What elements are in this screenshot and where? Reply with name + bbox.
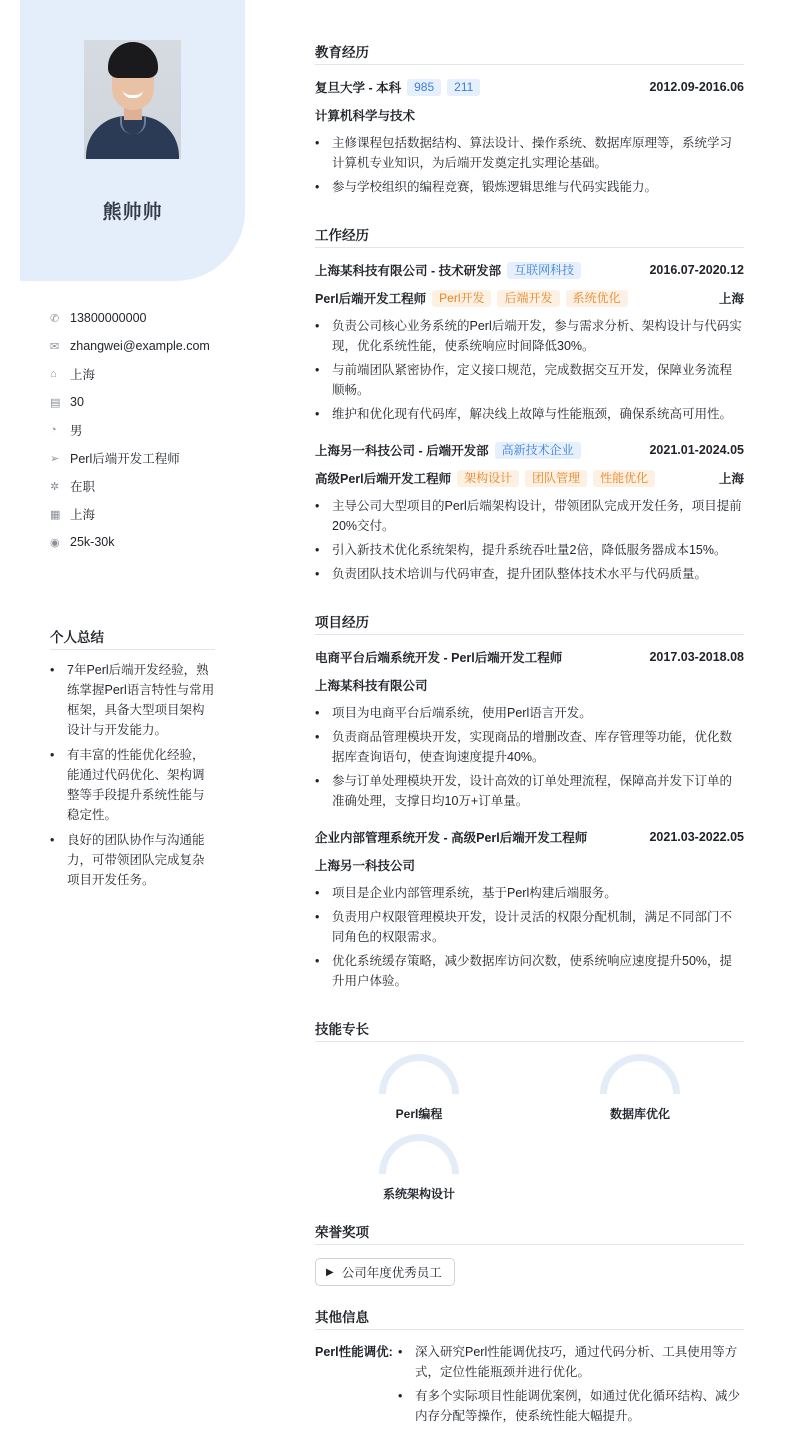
job-role: Perl后端开发工程师 (315, 292, 427, 306)
list-item: • 负责商品管理模块开发，实现商品的增删改查、库存管理等功能，优化数据库查询语句，使查询速度提升40%。 (315, 727, 744, 767)
other-title: 其他信息 (315, 1306, 744, 1330)
education-details (315, 133, 744, 201)
list-item: • 深入研究Perl性能调优技巧，通过代码分析、工具使用等方式，定位性能瓶颈并进行优化。 (398, 1342, 744, 1382)
honors-title: 荣誉奖项 (315, 1221, 744, 1245)
other-label: Perl性能调优: (315, 1345, 393, 1359)
avatar-photo (84, 40, 181, 159)
home-icon: ⌂ (50, 368, 57, 380)
info-work-city: ▦ 上海 (50, 508, 96, 522)
skill-tag: 性能优化 (593, 470, 655, 487)
list-item: • 主导公司大型项目的Perl后端架构设计，带领团队完成开发任务，项目提前20%交付。 (315, 496, 744, 536)
info-email: ✉ zhangwei@example.com (50, 339, 210, 353)
award-label: 公司年度优秀员工 (341, 1266, 442, 1280)
list-item: • 良好的团队协作与沟通能力，可带领团队完成复杂项目开发任务。 (50, 830, 215, 890)
play-triangle-icon: ▶ (326, 1266, 334, 1278)
project-company-row (315, 855, 744, 875)
skill-gauge (595, 1054, 685, 1122)
job-company: 上海某科技有限公司 - 技术研发部 (315, 264, 502, 278)
job-role-row (315, 288, 744, 308)
gender-icon: ◔ (50, 424, 57, 436)
other-details (398, 1342, 744, 1430)
industry-tag: 互联网科技 (507, 262, 581, 279)
list-item: • 引入新技术优化系统架构，提升系统吞吐量2倍，降低服务器成本15%。 (315, 540, 744, 560)
personal-summary (50, 626, 215, 895)
job-header (315, 440, 744, 460)
calendar-icon: ▤ (50, 396, 61, 409)
list-item: • 负责公司核心业务系统的Perl后端开发，参与需求分析、架构设计与代码实现，优化系统性能，使系统响应时间降低30%。 (315, 316, 744, 356)
phone-icon: ✆ (50, 312, 60, 325)
skill-label: 系统架构设计 (382, 1187, 455, 1201)
education-period: 2012.09-2016.06 (649, 80, 744, 94)
skill-label: Perl编程 (395, 1107, 443, 1121)
list-item: • 负责团队技术培训与代码审查，提升团队整体技术水平与代码质量。 (315, 564, 744, 584)
list-item: • 项目是企业内部管理系统，基于Perl构建后端服务。 (315, 883, 744, 903)
job-period: 2016.07-2020.12 (649, 263, 744, 277)
info-gender: ◔ 男 (50, 424, 83, 438)
list-item: • 项目为电商平台后端系统，使用Perl语言开发。 (315, 703, 744, 723)
list-item: • 优化系统缓存策略，减少数据库访问次数，使系统响应速度提升50%，提升用户体验。 (315, 951, 744, 991)
building-icon: ▦ (50, 508, 61, 521)
gauge-arc (379, 1134, 459, 1174)
project-company-row (315, 675, 744, 695)
job-header (315, 260, 744, 280)
job-role-row (315, 468, 744, 488)
list-item: • 维护和优化现有代码库，解决线上故障与性能瓶颈，确保系统高可用性。 (315, 404, 744, 424)
project-header (315, 647, 744, 667)
list-item: • 7年Perl后端开发经验，熟练掌握Perl语言特性与常用框架，具备大型项目架构设计与开发能力。 (50, 660, 215, 740)
job-city: 上海 (718, 472, 744, 486)
education-title: 教育经历 (315, 41, 744, 65)
info-status: ✲ 在职 (50, 480, 96, 494)
skill-gauge (374, 1054, 464, 1122)
job-company: 上海另一科技公司 - 后端开发部 (315, 444, 489, 458)
status-icon: ✲ (50, 480, 60, 493)
profile-card (20, 0, 245, 281)
list-item: • 参与学校组织的编程竞赛，锻炼逻辑思维与代码实践能力。 (315, 177, 744, 197)
education-major: 计算机科学与技术 (315, 109, 416, 123)
info-residence: ⌂ 上海 (50, 368, 96, 382)
salary-icon: ◉ (50, 536, 60, 549)
school-tag: 985 (407, 79, 441, 96)
summary-title: 个人总结 (50, 626, 215, 650)
list-item: • 负责用户权限管理模块开发，设计灵活的权限分配机制，满足不同部门不同角色的权限需求。 (315, 907, 744, 947)
project-details (315, 703, 744, 815)
project-company: 上海另一科技公司 (315, 859, 416, 873)
info-phone: ✆ 13800000000 (50, 311, 147, 325)
skill-label: 数据库优化 (609, 1107, 670, 1121)
skills-title: 技能专长 (315, 1018, 744, 1042)
skill-tag: Perl开发 (432, 290, 491, 307)
award-toggle-button[interactable] (315, 1258, 455, 1286)
list-item: • 主修课程包括数据结构、算法设计、操作系统、数据库原理等，系统学习计算机专业知识，为后端开发奠定扎实理论基础。 (315, 133, 744, 173)
projects-title: 项目经历 (315, 611, 744, 635)
project-header (315, 827, 744, 847)
school-tag: 211 (447, 79, 480, 96)
job-city: 上海 (718, 292, 744, 306)
gauge-arc (600, 1054, 680, 1094)
mail-icon: ✉ (50, 340, 60, 353)
info-position: ➢ Perl后端开发工程师 (50, 452, 180, 466)
list-item: • 有丰富的性能优化经验，能通过代码优化、架构调整等手段提升系统性能与稳定性。 (50, 745, 215, 825)
project-period: 2021.03-2022.05 (649, 830, 744, 844)
skill-tag: 团队管理 (525, 470, 587, 487)
project-period: 2017.03-2018.08 (649, 650, 744, 664)
education-major-row (315, 105, 744, 125)
job-details (315, 316, 744, 428)
info-age: ▤ 30 (50, 395, 84, 409)
send-icon: ➢ (50, 452, 60, 465)
project-name: 电商平台后端系统开发 - Perl后端开发工程师 (315, 651, 563, 665)
list-item: • 与前端团队紧密协作，定义接口规范，完成数据交互开发，保障业务流程顺畅。 (315, 360, 744, 400)
industry-tag: 高新技术企业 (495, 442, 581, 459)
skill-gauge (374, 1134, 464, 1202)
job-period: 2021.01-2024.05 (649, 443, 744, 457)
education-header (315, 77, 744, 97)
list-item: • 参与订单处理模块开发，设计高效的订单处理流程，保障高并发下订单的准确处理，支撑日均10万+订单量。 (315, 771, 744, 811)
job-details (315, 496, 744, 588)
job-role: 高级Perl后端开发工程师 (315, 472, 452, 486)
project-company: 上海某科技有限公司 (315, 679, 428, 693)
candidate-name: 熊帅帅 (102, 202, 163, 223)
project-name: 企业内部管理系统开发 - 高级Perl后端开发工程师 (315, 831, 588, 845)
school-name: 复旦大学 - 本科 (315, 81, 402, 95)
info-salary: ◉ 25k-30k (50, 535, 115, 549)
skill-tag: 系统优化 (566, 290, 628, 307)
skill-tag: 后端开发 (497, 290, 559, 307)
personal-info-list (50, 304, 240, 556)
gauge-arc (379, 1054, 459, 1094)
skill-tag: 架构设计 (457, 470, 519, 487)
work-title: 工作经历 (315, 224, 744, 248)
project-details (315, 883, 744, 995)
list-item: • 有多个实际项目性能调优案例，如通过优化循环结构、减少内存分配等操作，使系统性能大幅提升。 (398, 1386, 744, 1426)
